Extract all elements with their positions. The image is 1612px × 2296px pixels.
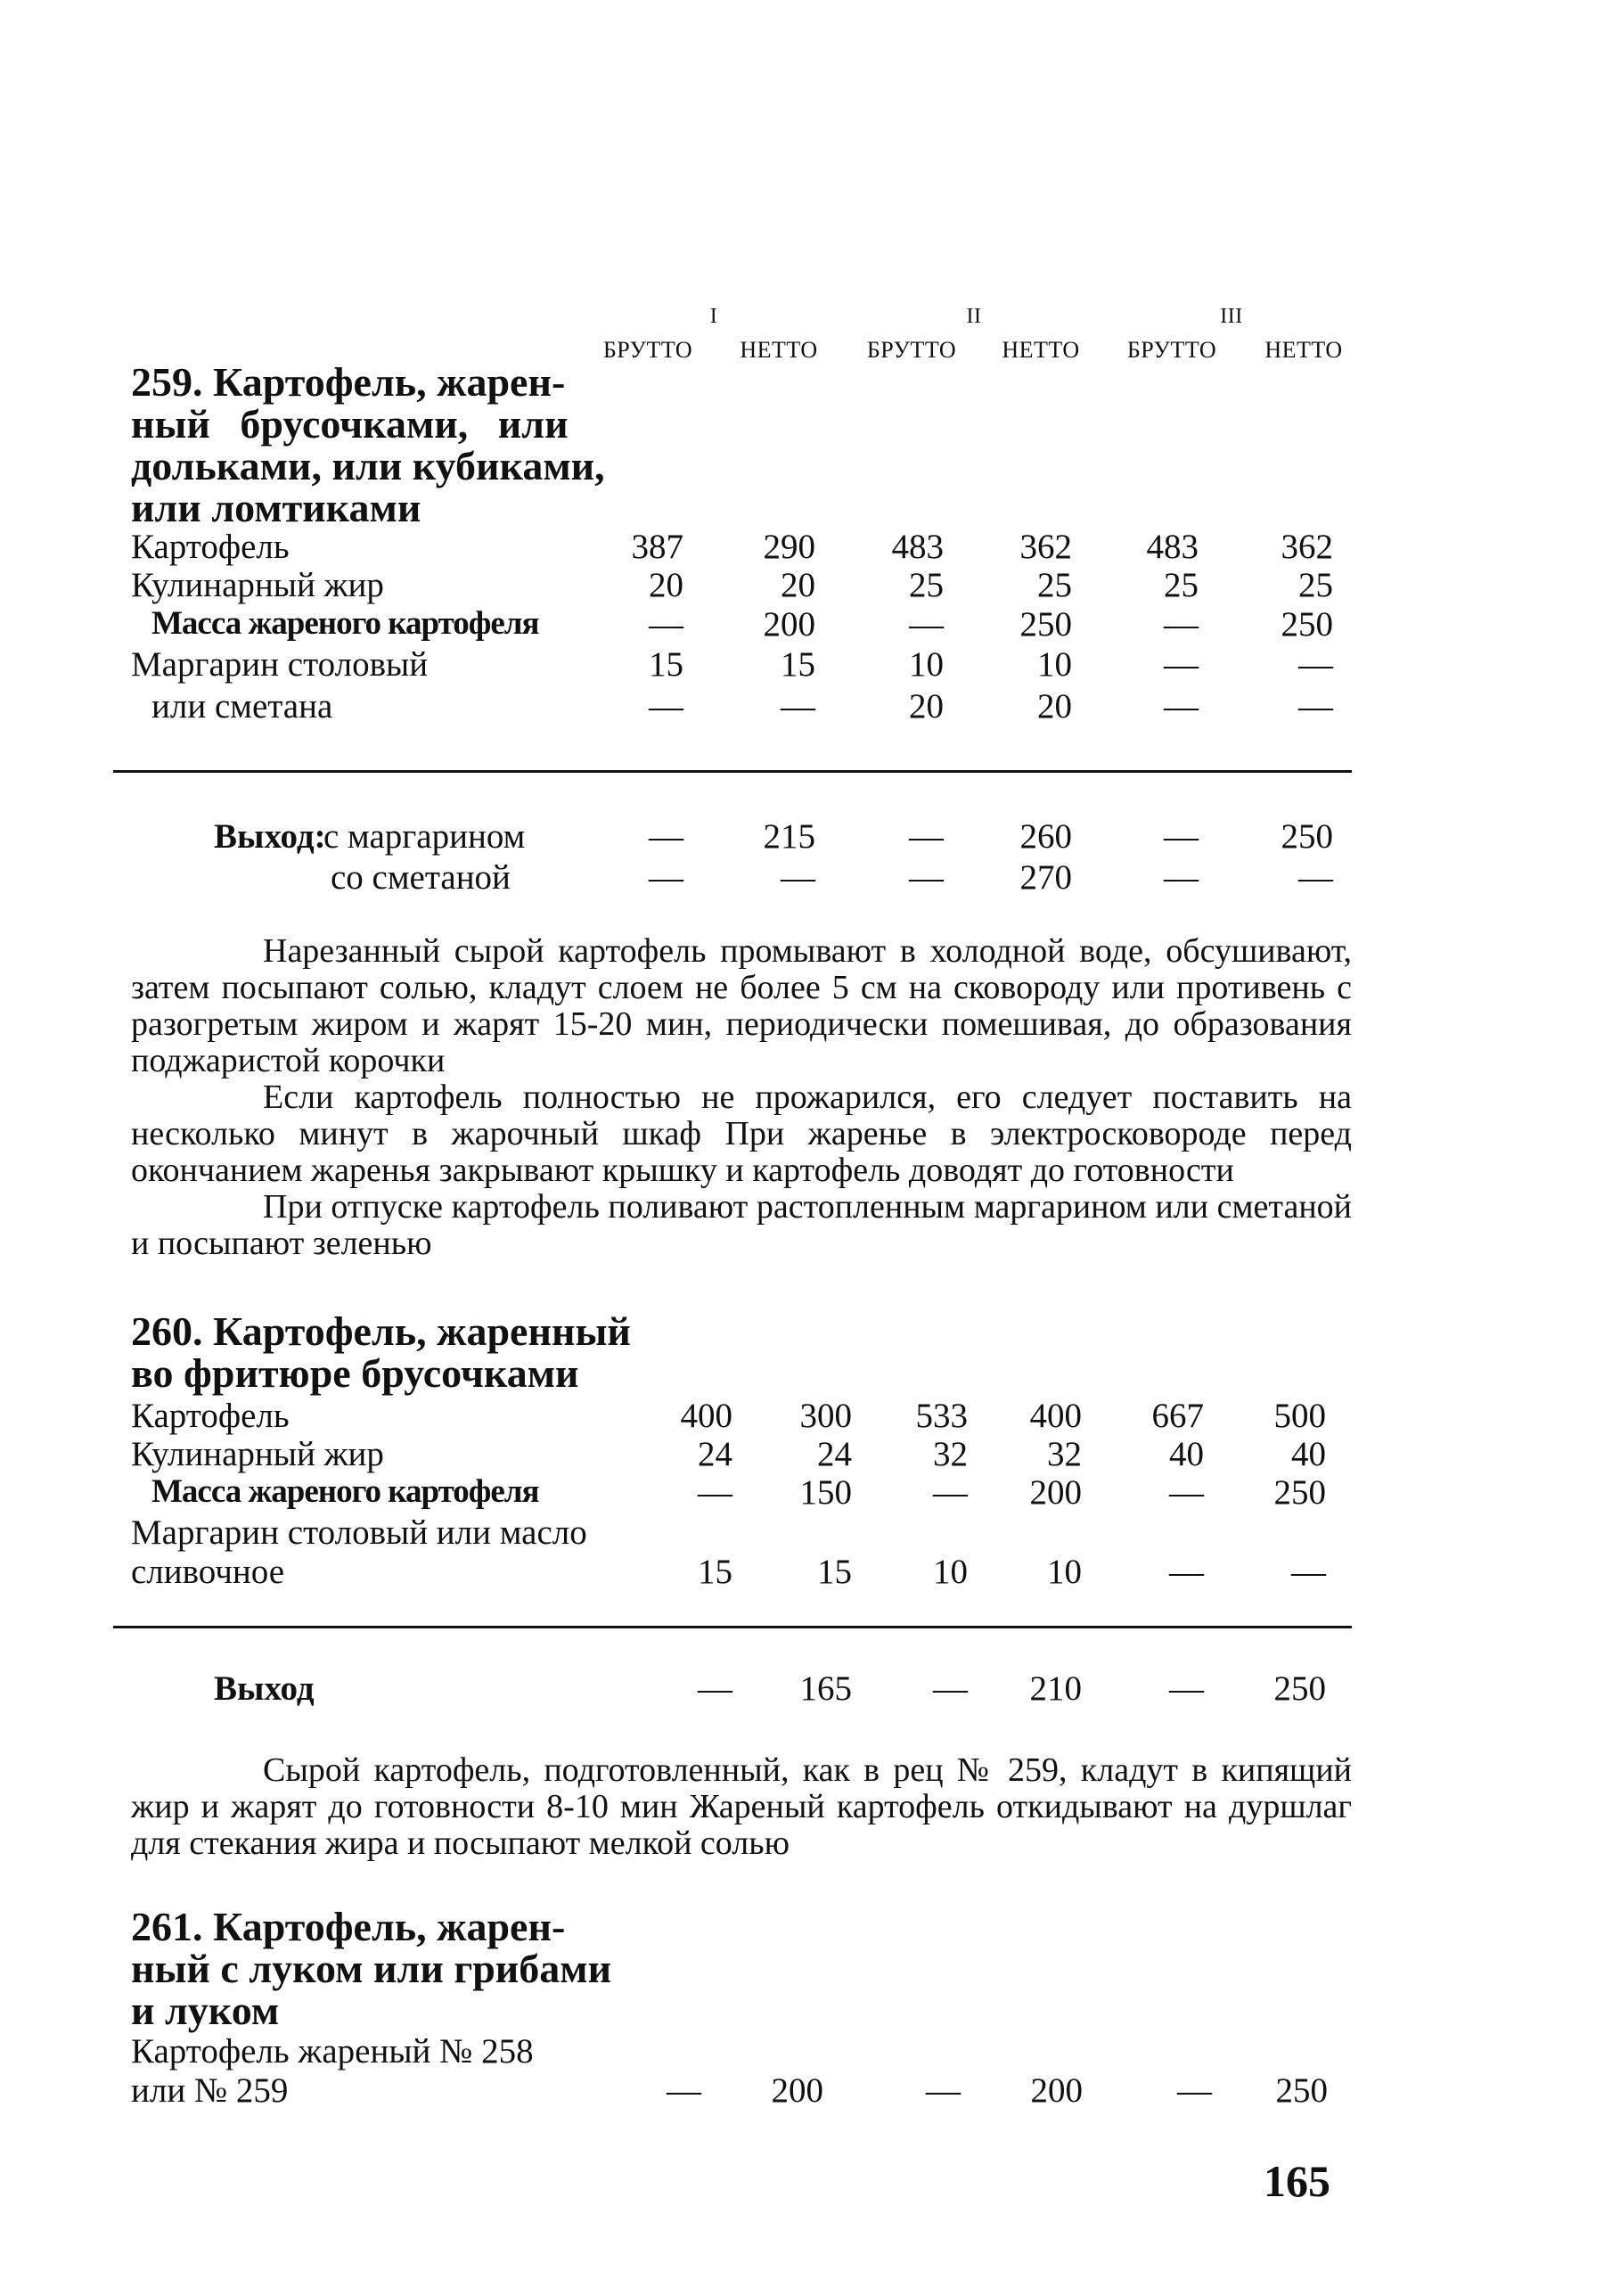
table-cell: 24 <box>698 1435 732 1473</box>
table-cell: — <box>781 687 815 726</box>
yield-label: Выход: <box>214 817 326 856</box>
table-cell: — <box>667 2071 701 2110</box>
title-line: и луком <box>131 1988 280 2033</box>
table-cell: — <box>1164 817 1199 856</box>
table-cell: 20 <box>1037 687 1072 726</box>
table-cell: 20 <box>909 687 944 726</box>
ingredient-label: Маргарин столовый или масло <box>131 1513 587 1552</box>
table-cell: 165 <box>799 1669 852 1708</box>
table-cell: 15 <box>649 645 683 684</box>
page-number: 165 <box>1264 2156 1330 2206</box>
table-cell: 10 <box>1037 645 1072 684</box>
recipe-259-title <box>131 361 605 529</box>
table-cell: — <box>909 858 944 897</box>
table-cell: — <box>909 817 944 856</box>
table-cell: 40 <box>1169 1435 1204 1473</box>
title-line: дольками, или кубиками, <box>131 443 605 488</box>
recipe-260-title <box>131 1310 631 1394</box>
table-cell: — <box>909 605 944 644</box>
ingredient-label: Масса жареного картофеля <box>151 1473 539 1510</box>
table-cell: 533 <box>915 1397 968 1435</box>
table-cell: 667 <box>1151 1397 1204 1435</box>
table-cell: 250 <box>1273 1473 1326 1512</box>
table-cell: 15 <box>817 1553 852 1591</box>
column-group-2: II <box>966 305 982 328</box>
table-cell: 200 <box>1029 1473 1082 1512</box>
table-cell: 10 <box>933 1553 968 1591</box>
yield-label: Выход <box>214 1669 315 1708</box>
table-cell: 250 <box>1281 605 1333 644</box>
paragraph-text: Если картофель полностью не прожарился, его следует поставить на несколько минут в жарочный шкаф При жаренье в электросковороде перед окончанием жаренья закрывают крышку и картофель доводят до готовности <box>131 1078 1352 1189</box>
table-cell: 250 <box>1273 1669 1326 1708</box>
ingredient-label: Картофель жареный № 258 <box>131 2032 534 2070</box>
column-header: НЕТТО <box>1264 337 1343 363</box>
table-cell: 150 <box>799 1473 852 1512</box>
ingredient-label: Масса жареного картофеля <box>151 605 539 642</box>
table-cell: 15 <box>781 645 815 684</box>
table-cell: — <box>1164 687 1199 726</box>
recipe-261-title <box>131 1906 611 2031</box>
table-cell: 387 <box>631 528 683 566</box>
table-divider <box>113 1626 1352 1628</box>
recipe-260-instructions <box>131 1752 1352 1862</box>
table-cell: 10 <box>1047 1553 1082 1591</box>
table-cell: 32 <box>1047 1435 1082 1473</box>
title-line: 260. Картофель, жаренный <box>131 1308 631 1354</box>
table-cell: 25 <box>1164 566 1199 604</box>
paragraph <box>131 1189 1352 1262</box>
table-cell: — <box>926 2071 961 2110</box>
title-line: ный брусочками, или <box>131 401 569 447</box>
table-divider <box>113 770 1352 773</box>
ingredient-label: Кулинарный жир <box>131 566 384 604</box>
table-cell: 200 <box>771 2071 823 2110</box>
table-cell: 300 <box>799 1397 852 1435</box>
table-cell: 20 <box>781 566 815 604</box>
paragraph-text: При отпуске картофель поливают растопленным маргарином или сметаной и посыпают зеленью <box>131 1188 1352 1262</box>
table-cell: 25 <box>1298 566 1333 604</box>
paragraph <box>131 1079 1352 1189</box>
table-cell: 200 <box>763 605 815 644</box>
table-cell: — <box>698 1473 732 1512</box>
table-cell: 10 <box>909 645 944 684</box>
table-cell: 362 <box>1281 528 1333 566</box>
table-cell: 400 <box>1029 1397 1082 1435</box>
paragraph <box>131 1752 1352 1862</box>
table-cell: — <box>1298 645 1333 684</box>
title-line: во фритюре брусочками <box>131 1350 579 1396</box>
table-cell: — <box>649 687 683 726</box>
table-cell: — <box>781 858 815 897</box>
table-cell: — <box>1298 858 1333 897</box>
ingredient-label: сливочное <box>131 1553 285 1591</box>
table-cell: — <box>1169 1553 1204 1591</box>
table-cell: — <box>649 858 683 897</box>
table-cell: — <box>649 817 683 856</box>
table-cell: — <box>1298 687 1333 726</box>
table-cell: 15 <box>698 1553 732 1591</box>
table-cell: — <box>1169 1669 1204 1708</box>
table-cell: 20 <box>649 566 683 604</box>
column-header: БРУТТО <box>1126 337 1217 363</box>
table-cell: 400 <box>680 1397 732 1435</box>
column-header: БРУТТО <box>602 337 693 363</box>
table-cell: 270 <box>1019 858 1072 897</box>
table-cell: 24 <box>817 1435 852 1473</box>
table-cell: — <box>1177 2071 1212 2110</box>
yield-variant-label: со сметаной <box>331 858 511 897</box>
table-cell: 25 <box>1037 566 1072 604</box>
table-cell: — <box>933 1669 968 1708</box>
ingredient-label: или сметана <box>151 687 333 726</box>
table-cell: 32 <box>933 1435 968 1473</box>
paragraph-text: Нарезанный сырой картофель промывают в холодной воде, обсушивают, затем посыпают солью, кладут слоем не более 5 см на сковороду или противень с разогретым жиром и жарят 15-20 мин, периодически помешивая, до образования поджаристой корочки <box>131 932 1352 1079</box>
table-cell: — <box>649 605 683 644</box>
table-cell: 200 <box>1030 2071 1083 2110</box>
table-cell: 483 <box>1146 528 1199 566</box>
table-cell: 500 <box>1273 1397 1326 1435</box>
table-cell: — <box>1164 605 1199 644</box>
table-cell: 483 <box>891 528 944 566</box>
column-header: НЕТТО <box>740 337 818 363</box>
ingredient-label: или № 259 <box>131 2071 289 2110</box>
ingredient-label: Картофель <box>131 528 290 566</box>
table-cell: 40 <box>1291 1435 1326 1473</box>
table-cell: 210 <box>1029 1669 1082 1708</box>
ingredient-label: Маргарин столовый <box>131 645 429 684</box>
table-cell: — <box>698 1669 732 1708</box>
table-cell: 250 <box>1281 817 1333 856</box>
table-cell: 290 <box>763 528 815 566</box>
title-line: 261. Картофель, жарен- <box>131 1904 566 1949</box>
column-header: НЕТТО <box>1002 337 1080 363</box>
table-cell: 260 <box>1019 817 1072 856</box>
ingredient-label: Картофель <box>131 1397 290 1435</box>
yield-variant-label: с маргарином <box>323 817 526 856</box>
table-cell: 250 <box>1275 2071 1328 2110</box>
paragraph <box>131 933 1352 1079</box>
table-cell: — <box>933 1473 968 1512</box>
table-cell: 362 <box>1019 528 1072 566</box>
ingredient-label: Кулинарный жир <box>131 1435 384 1473</box>
column-header: БРУТТО <box>866 337 957 363</box>
recipe-259-instructions <box>131 933 1352 1262</box>
table-cell: — <box>1164 645 1199 684</box>
table-cell: 25 <box>909 566 944 604</box>
table-cell: 250 <box>1019 605 1072 644</box>
title-line: или ломтиками <box>131 485 421 530</box>
title-line: ный с луком или грибами <box>131 1946 612 1991</box>
table-cell: — <box>1291 1553 1326 1591</box>
table-cell: 215 <box>763 817 815 856</box>
column-group-1: I <box>709 305 718 328</box>
paragraph-text: Сырой картофель, подготовленный, как в рец № 259, кладут в кипящий жир и жарят до готовности 8-10 мин Жареный картофель откидывают на дуршлаг для стекания жира и посыпают мелкой солью <box>131 1751 1352 1862</box>
table-cell: — <box>1164 858 1199 897</box>
column-group-3: III <box>1220 305 1243 328</box>
title-line: 259. Картофель, жарен- <box>131 359 566 405</box>
table-cell: — <box>1169 1473 1204 1512</box>
